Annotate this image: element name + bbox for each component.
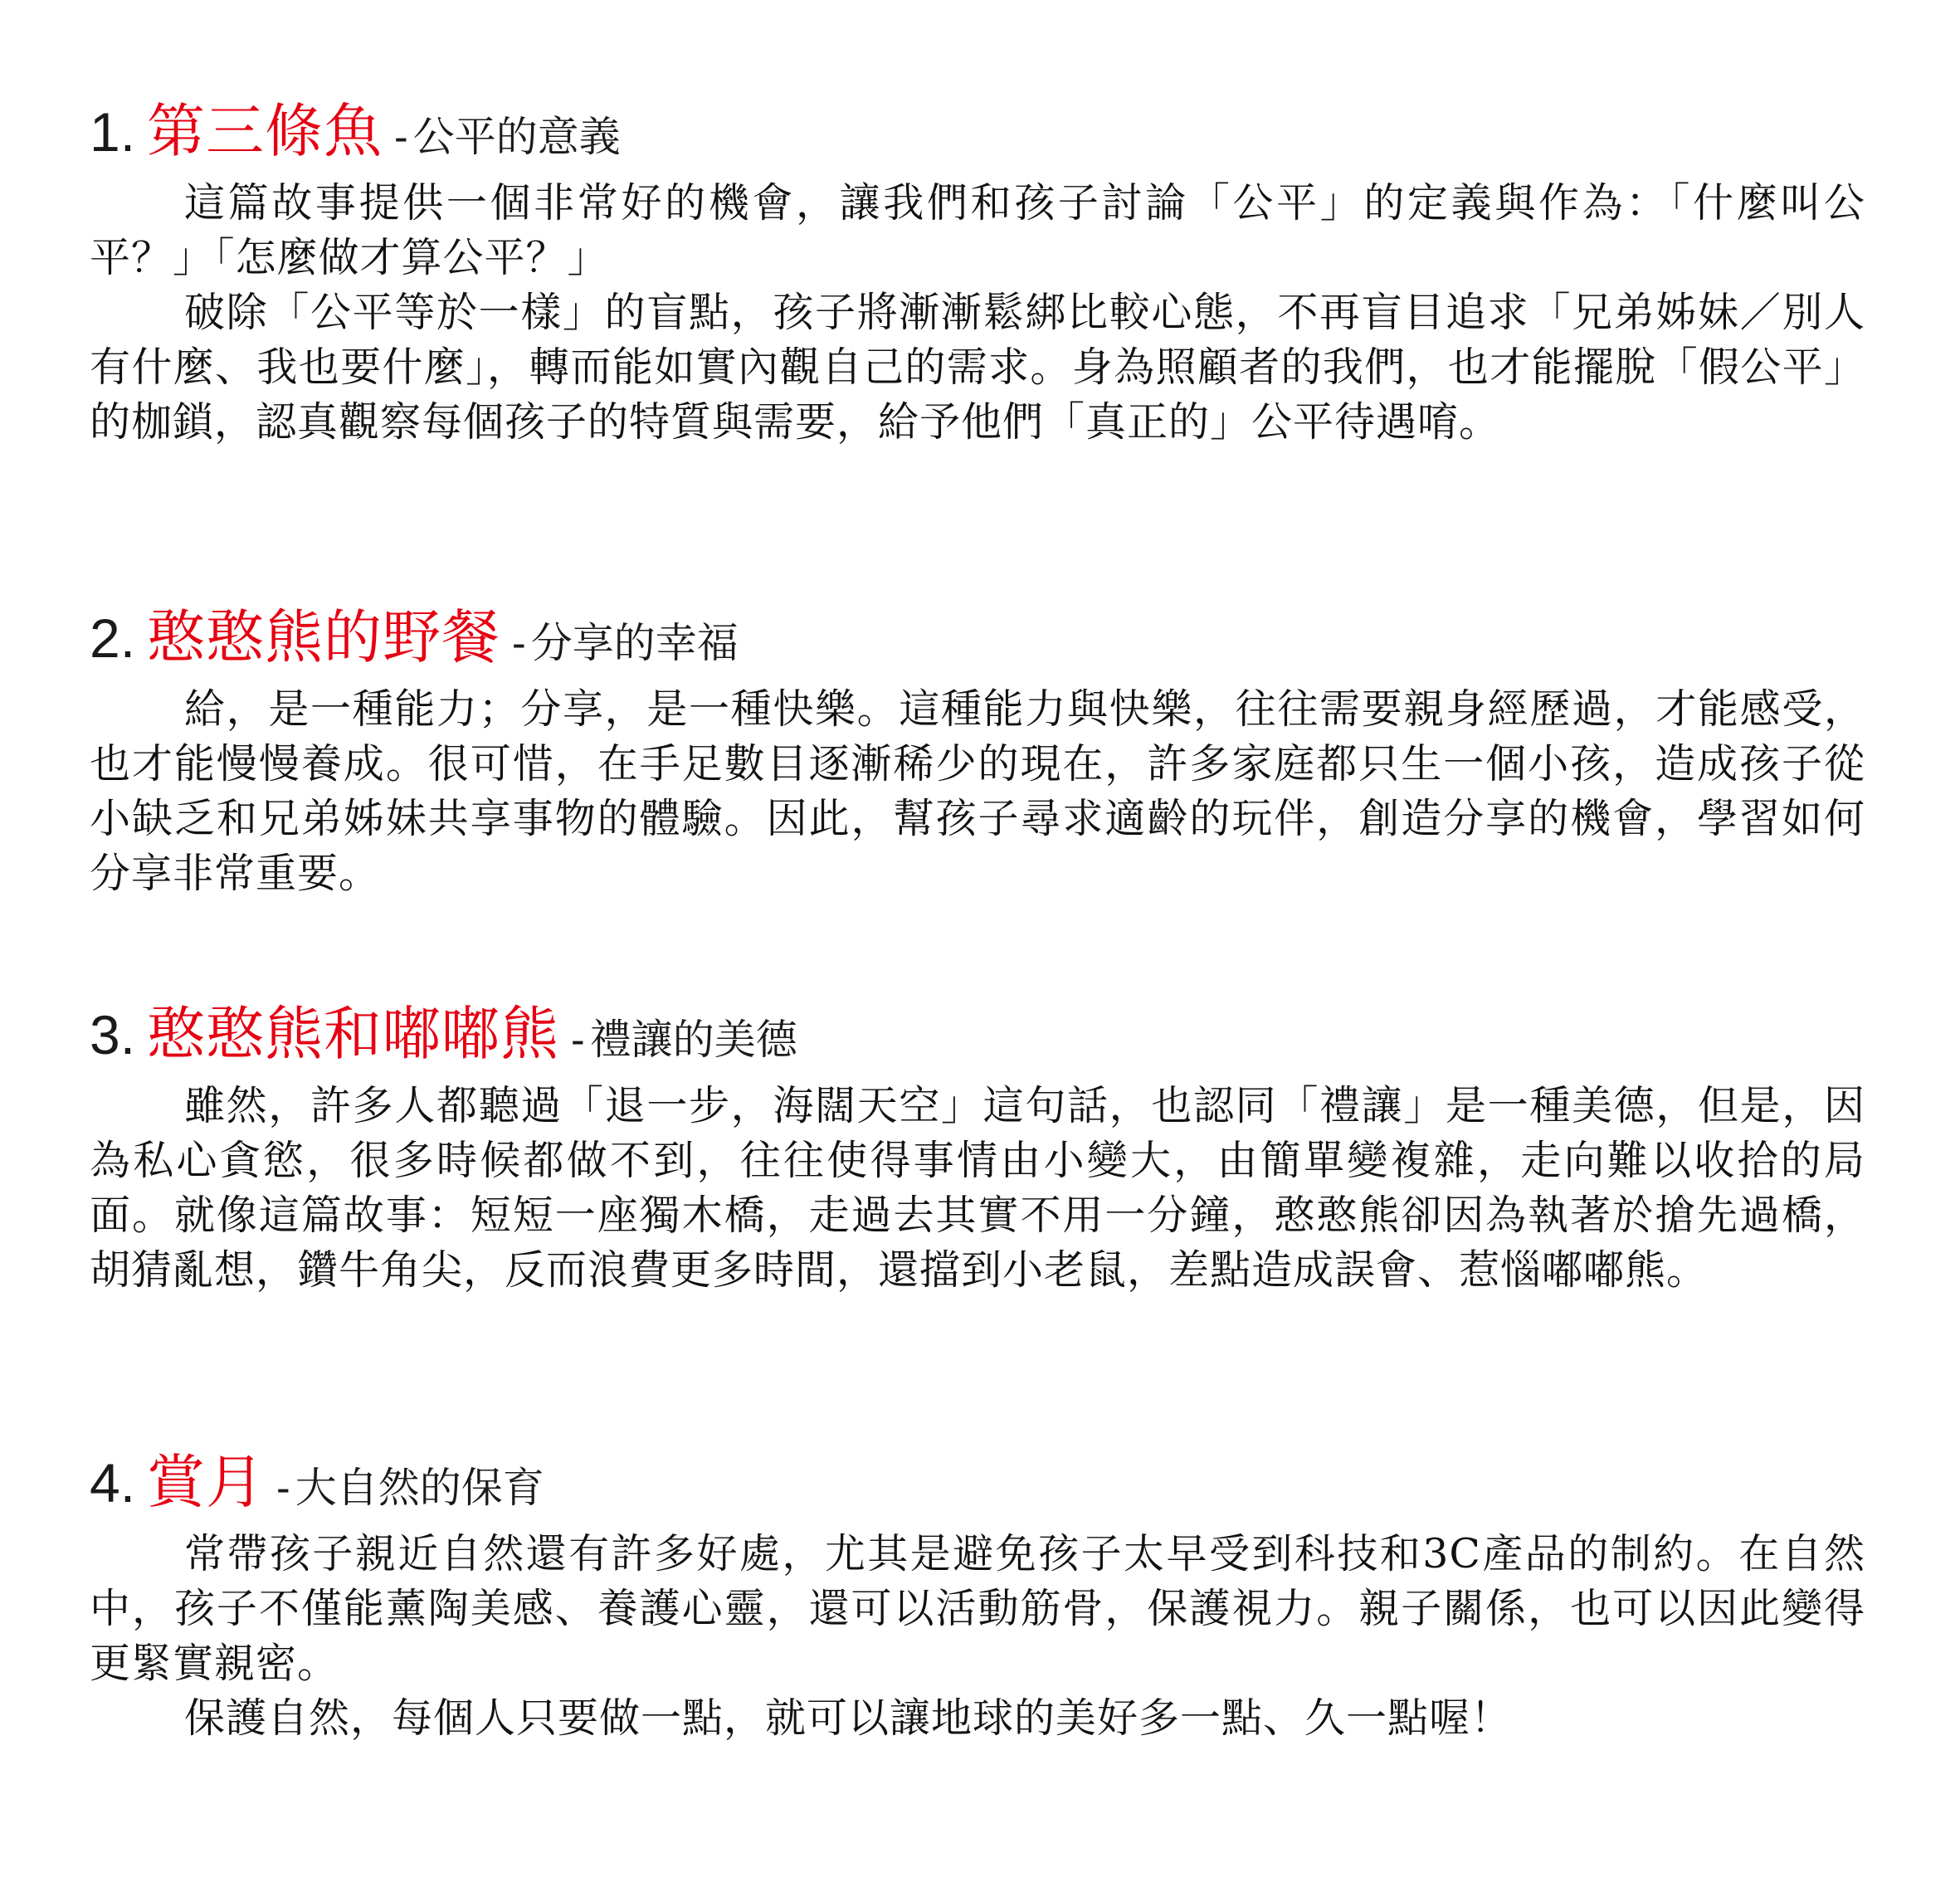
section-title: 憨憨熊和嘟嘟熊 [147,1000,560,1068]
paragraph: 保護自然，每個人只要做一點，就可以讓地球的美好多一點、久一點喔！ [184,1694,1513,1742]
paragraph: 給，是一種能力；分享，是一種快樂。這種能力與快樂，往往需要親身經歷過，才能感受，也才能慢慢養成。很可惜，在手足數目逐漸稀少的現在，許多家庭都只生一個小孩，造成孩子從小缺乏和兄弟姊妹共享事物的體驗。因此，幫孩子尋求適齡的玩伴，創造分享的機會，學習如何分享非常重要。 [90,685,1865,897]
section-3 [90,987,1865,1298]
section-title: 第三條魚 [147,97,383,165]
section-heading [90,85,1865,165]
title-dash: - [394,114,408,160]
section-2 [90,591,1865,901]
section-number: 1. [90,101,136,163]
section-4 [90,1436,1865,1746]
title-dash: - [571,1017,585,1063]
section-subtitle: 大自然的保育 [295,1464,544,1512]
title-dash: - [276,1465,290,1511]
section-heading [90,987,1865,1068]
paragraph: 這篇故事提供一個非常好的機會，讓我們和孩子討論「公平」的定義與作為：「什麼叫公平？」「怎麼做才算公平？」 [90,179,1865,281]
section-title: 賞月 [147,1448,266,1516]
section-subtitle: 分享的幸福 [530,619,739,667]
paragraph: 雖然，許多人都聽過「退一步，海闊天空」這句話，也認同「禮讓」是一種美德，但是，因為私心貪慾，很多時候都做不到，往往使得事情由小變大，由簡單變複雜，走向難以收拾的局面。就像這篇故事：短短一座獨木橋，走過去其實不用一分鐘，憨憨熊卻因為執著於搶先過橋，胡猜亂想，鑽牛角尖，反而浪費更多時間，還擋到小老鼠，差點造成誤會、惹惱嘟嘟熊。 [90,1082,1865,1294]
section-number: 3. [90,1004,136,1065]
section-number: 4. [90,1452,136,1514]
paragraph: 破除「公平等於一樣」的盲點，孩子將漸漸鬆綁比較心態，不再盲目追求「兄弟姊妹／別人有什麼、我也要什麼」，轉而能如實內觀自己的需求。身為照顧者的我們，也才能擺脫「假公平」的枷鎖，認真觀察每個孩子的特質與需要，給予他們「真正的」公平待遇唷。 [90,289,1865,446]
section-heading [90,591,1865,671]
section-heading [90,1436,1865,1516]
title-dash: - [512,620,526,666]
section-title: 憨憨熊的野餐 [147,603,501,671]
section-subtitle: 禮讓的美德 [589,1016,797,1064]
section-1 [90,85,1865,450]
section-number: 2. [90,607,136,669]
paragraph: 常帶孩子親近自然還有許多好處，尤其是避免孩子太早受到科技和3C產品的制約。在自然中，孩子不僅能薰陶美感、養護心靈，還可以活動筋骨，保護視力。親子關係，也可以因此變得更緊實親密。 [90,1530,1865,1687]
section-subtitle: 公平的意義 [412,113,621,161]
